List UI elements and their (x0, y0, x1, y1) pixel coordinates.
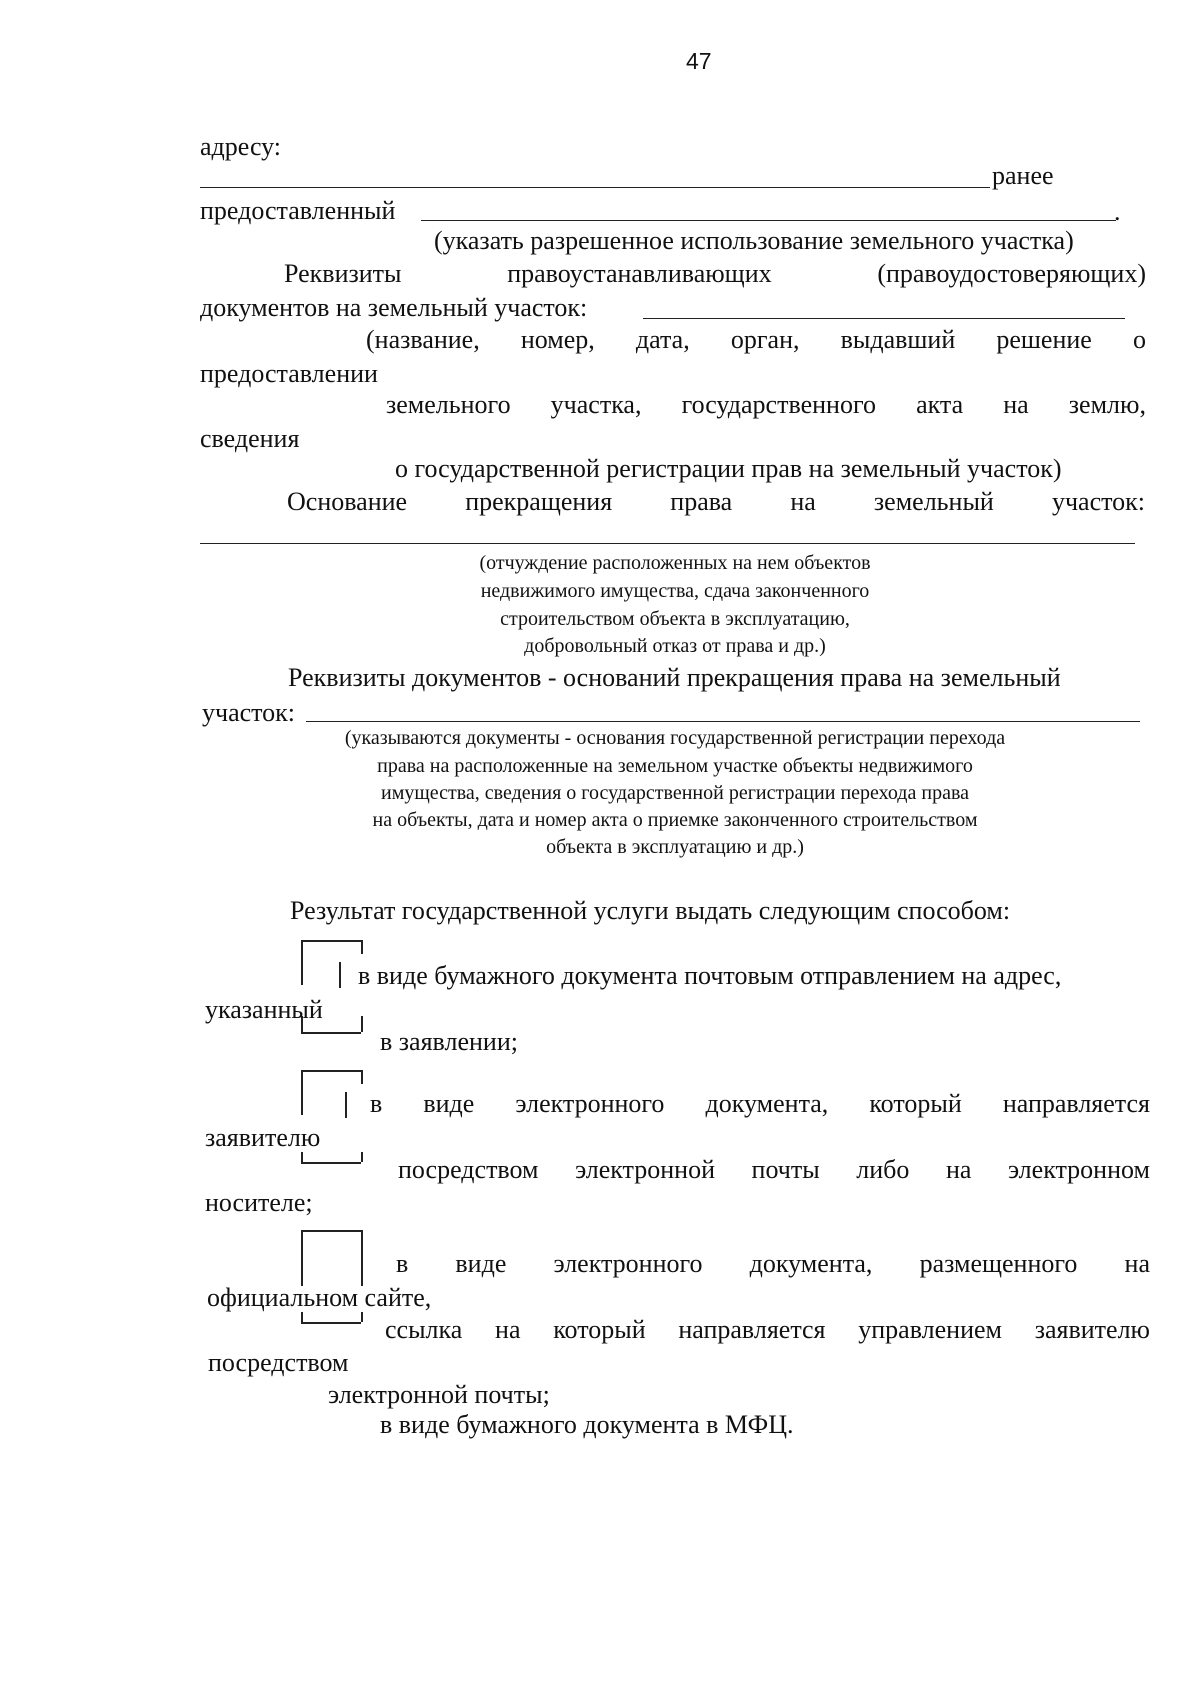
requisites-hint-line-2: предоставлении (200, 359, 378, 388)
word: ссылка (385, 1315, 463, 1344)
termination-basis-hint-1: (отчуждение расположенных на нем объектов (479, 552, 871, 574)
word: государственного (681, 390, 876, 419)
termination-docs-blank-line (306, 721, 1140, 722)
word: (правоудостоверяющих) (877, 259, 1146, 288)
word: номер, (520, 325, 595, 354)
option-3-line-3 (385, 1317, 1150, 1343)
word: на (495, 1315, 521, 1344)
address-blank-line (200, 187, 990, 188)
word: документа, (705, 1089, 829, 1118)
word: электронного (553, 1249, 703, 1278)
termination-basis-hint-3: строительством объекта в эксплуатацию, (500, 608, 850, 630)
address-label: адресу: (200, 132, 282, 161)
word: на (1124, 1249, 1150, 1278)
word: в (370, 1089, 383, 1118)
word: управлением (858, 1315, 1002, 1344)
option-1-line-2: указанный (205, 995, 323, 1024)
word: почты (751, 1155, 820, 1184)
word: правоустанавливающих (507, 259, 772, 288)
termination-docs-hint-4: на объекты, дата и номер акта о приемке законченного строительством (372, 809, 978, 831)
option-2-line-1 (370, 1091, 1150, 1117)
option-3-line-2: официальном сайте, (207, 1283, 432, 1312)
termination-basis-hint-4: добровольный отказ от права и др.) (524, 635, 826, 657)
option-2-line-4: носителе; (205, 1188, 313, 1217)
option-2-line-3 (398, 1157, 1150, 1183)
provided-blank-line (421, 220, 1116, 221)
termination-docs-line-1: Реквизиты документов - оснований прекращения права на земельный (288, 663, 1061, 692)
word: на (945, 1155, 972, 1184)
word: прекращения (465, 487, 613, 516)
word: Основание (287, 487, 408, 516)
word: посредством (398, 1155, 539, 1184)
requisites-hint-line-1 (366, 327, 1146, 353)
provided-period: . (1114, 197, 1121, 226)
word: заявителю (1034, 1315, 1150, 1344)
word: электронной (575, 1155, 715, 1184)
word: участок: (1051, 487, 1145, 516)
option-4-line: в виде бумажного документа в МФЦ. (380, 1410, 794, 1439)
word: землю, (1068, 390, 1146, 419)
termination-docs-hint-3: имущества, сведения о государственной регистрации перехода права (381, 782, 969, 804)
word: документа, (749, 1249, 873, 1278)
termination-docs-hint-5: объекта в эксплуатацию и др.) (546, 836, 804, 858)
word: акта (916, 390, 964, 419)
address-ranee: ранее (992, 161, 1054, 190)
option-1-line-1: в виде бумажного документа почтовым отправлением на адрес, (358, 961, 1062, 990)
address-provided: предоставленный (200, 196, 396, 225)
word: виде (455, 1249, 507, 1278)
requisites-hint-line-5: о государственной регистрации прав на земельный участок) (395, 454, 1062, 483)
option-2-line-2: заявителю (205, 1123, 321, 1152)
requisites-line-2: документов на земельный участок: (200, 293, 588, 322)
word: на (1003, 390, 1029, 419)
word: электронного (515, 1089, 665, 1118)
word: орган, (730, 325, 800, 354)
requisites-line-1 (284, 261, 1146, 287)
word: направляется (678, 1315, 826, 1344)
requisites-blank-line (643, 318, 1125, 319)
termination-docs-hint-1: (указываются документы - основания государственной регистрации перехода (344, 727, 1006, 749)
word: размещенного (919, 1249, 1078, 1278)
termination-docs-hint-2: права на расположенные на земельном участке объекты недвижимого (377, 755, 973, 777)
word: виде (423, 1089, 475, 1118)
option-3-line-4: посредством (208, 1348, 349, 1377)
word: о (1132, 325, 1146, 354)
page-number: 47 (686, 48, 712, 74)
word: который (553, 1315, 646, 1344)
word: в (396, 1249, 409, 1278)
provided-hint: (указать разрешенное использование земельного участка) (434, 226, 1074, 255)
word: Реквизиты (284, 259, 402, 288)
word: земельного (386, 390, 511, 419)
result-heading: Результат государственной услуги выдать следующим способом: (290, 896, 1011, 925)
requisites-hint-line-4: сведения (200, 424, 300, 453)
termination-basis-line (287, 489, 1145, 515)
word: на (790, 487, 816, 516)
word: (название, (366, 325, 480, 354)
word: решение (996, 325, 1092, 354)
option-1-line-3: в заявлении; (380, 1027, 518, 1056)
word: дата, (635, 325, 690, 354)
word: земельный (873, 487, 994, 516)
word: направляется (1002, 1089, 1150, 1118)
word: права (670, 487, 733, 516)
termination-basis-hint-2: недвижимого имущества, сдача законченного (480, 580, 870, 602)
word: который (869, 1089, 962, 1118)
word: участка, (550, 390, 642, 419)
word: выдавший (840, 325, 956, 354)
requisites-hint-line-3 (386, 392, 1146, 418)
option-3-line-5: электронной почты; (328, 1380, 550, 1409)
word: либо (856, 1155, 910, 1184)
option-3-line-1 (396, 1251, 1150, 1277)
termination-basis-blank-line (200, 543, 1135, 544)
termination-docs-line-2: участок: (202, 698, 296, 727)
word: электронном (1007, 1155, 1150, 1184)
